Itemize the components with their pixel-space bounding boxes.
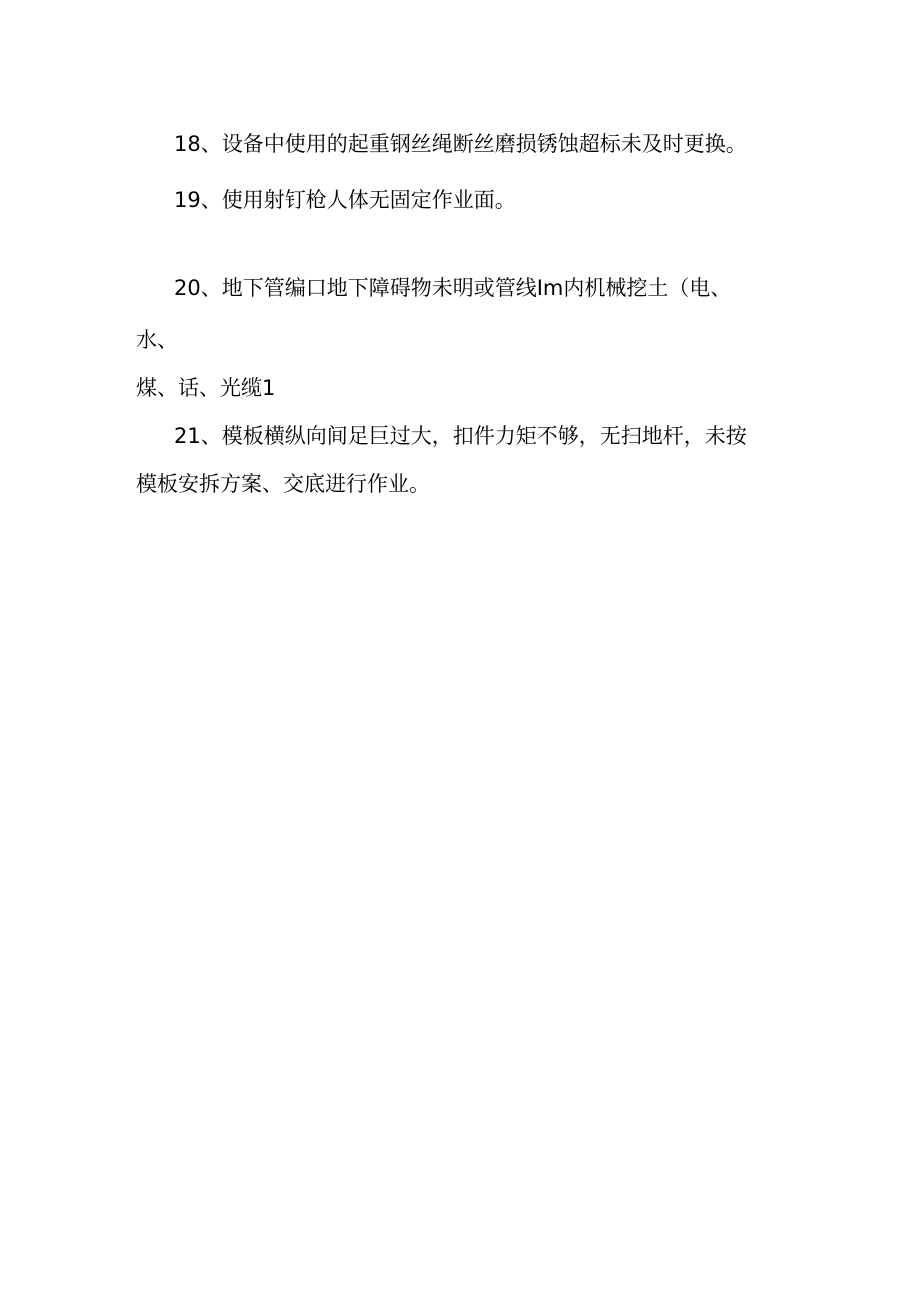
item-20-line-3: 煤、话、光缆1 bbox=[136, 376, 276, 400]
item-20-line-2: 水、 bbox=[136, 328, 178, 352]
item-20-line-1: 20、地下管编口地下障碍物未明或管线Im内机械挖土（电、 bbox=[174, 276, 732, 300]
item-21-line-1: 21、模板横纵向间足巨过大，扣件力矩不够，无扫地杆，未按 bbox=[174, 424, 747, 448]
item-21-line-2: 模板安拆方案、交底进行作业。 bbox=[136, 472, 430, 496]
item-18-line: 18、设备中使用的起重钢丝绳断丝磨损锈蚀超标未及时更换。 bbox=[174, 132, 747, 156]
item-19-line: 19、使用射钉枪人体无固定作业面。 bbox=[174, 188, 516, 212]
